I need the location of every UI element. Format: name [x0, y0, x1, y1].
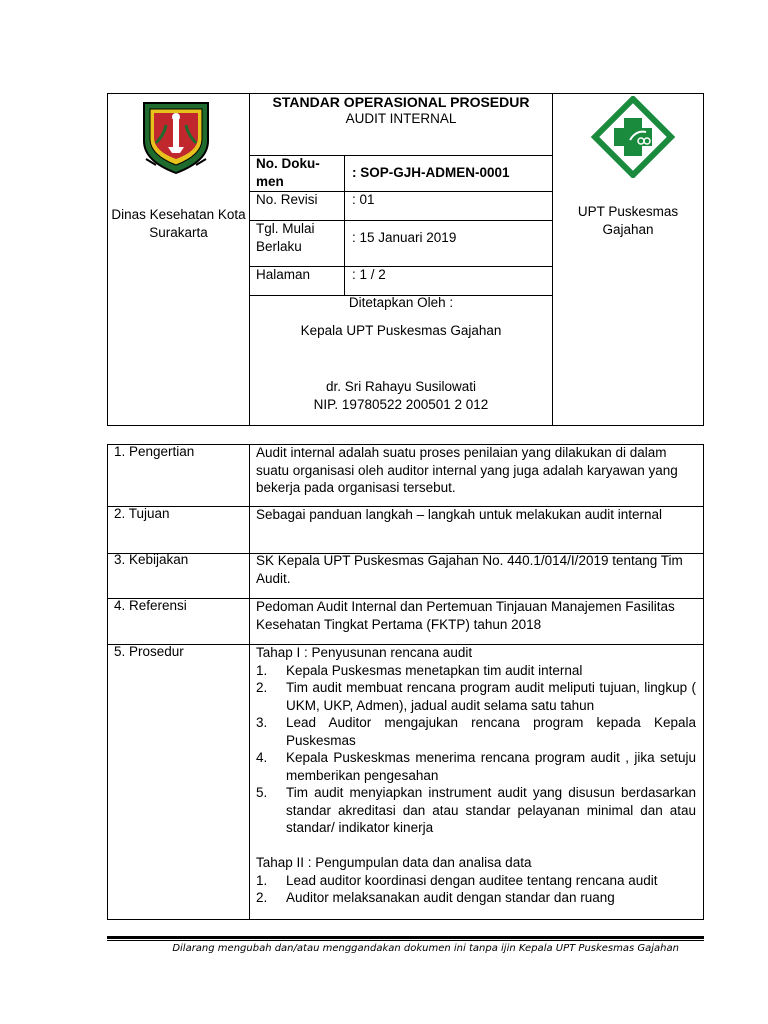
prosedur-block: [256, 644, 696, 907]
procedure-step: [256, 872, 696, 890]
page-label: Halaman: [256, 267, 311, 282]
header-table: [107, 93, 704, 426]
procedure-step-text: Kepala Puskeskmas menerima rencana program audit , jika setuju memberikan pengesahan: [286, 750, 696, 783]
section-label-tujuan: 2. Tujuan: [114, 506, 170, 521]
stage2-list: [256, 872, 696, 907]
revision-value: : 01: [352, 192, 375, 207]
section-text-tujuan: Sebagai panduan langkah – langkah untuk melakukan audit internal: [256, 507, 663, 522]
page-value: : 1 / 2: [352, 267, 386, 282]
surakarta-emblem-logo: [140, 99, 212, 178]
section-text-kebijakan: SK Kepala UPT Puskesmas Gajahan No. 440.1/014/I/2019 tentang Tim Audit.: [256, 553, 683, 586]
document-subtitle: AUDIT INTERNAL: [345, 111, 457, 126]
section-label-pengertian: 1. Pengertian: [114, 444, 195, 459]
left-org-name: Dinas Kesehatan Kota Surakarta: [111, 207, 246, 240]
approver-nip: NIP. 19780522 200501 2 012: [313, 397, 489, 412]
section-label-referensi: 4. Referensi: [114, 598, 187, 613]
section-label-kebijakan: 3. Kebijakan: [114, 552, 189, 567]
procedure-step-text: Kepala Puskesmas menetapkan tim audit internal: [286, 662, 583, 678]
procedure-step-number: 4.: [256, 750, 268, 765]
procedure-step-text: Lead auditor koordinasi dengan auditee tentang rencana audit: [286, 872, 658, 888]
procedure-step: [256, 714, 696, 749]
start-date-value: : 15 Januari 2019: [352, 230, 457, 245]
puskesmas-logo: [590, 96, 676, 181]
section-text-pengertian: Audit internal adalah suatu proses penilaian yang dilakukan di dalam suatu organisasi oleh auditor internal yang juga adalah karyawan yang bekerja pada organisasi tersebut.: [256, 445, 678, 495]
stage1-title: Tahap I : Penyusunan rencana audit: [256, 645, 473, 660]
approver-title: Kepala UPT Puskesmas Gajahan: [300, 323, 502, 338]
footer-rule-thin: [107, 940, 704, 941]
procedure-step-number: 1.: [256, 662, 268, 678]
stage1-list: [256, 662, 696, 837]
procedure-step: [256, 662, 696, 680]
document-title: STANDAR OPERASIONAL PROSEDUR: [272, 94, 530, 110]
section-label-prosedur: 5. Prosedur: [114, 644, 184, 659]
procedure-step: [256, 749, 696, 784]
right-org-name: UPT Puskesmas Gajahan: [577, 204, 679, 237]
procedure-step: [256, 889, 696, 907]
stage2-title: Tahap II : Pengumpulan data dan analisa data: [256, 855, 532, 870]
procedure-step-number: 2.: [256, 680, 268, 695]
procedure-step-text: Lead Auditor mengajukan rencana program kepada Kepala Puskesmas: [286, 715, 696, 748]
procedure-step: [256, 784, 696, 837]
approved-by-label: Ditetapkan Oleh :: [348, 295, 454, 310]
procedure-step: [256, 679, 696, 714]
doc-no-label: No. Doku- men: [256, 156, 320, 189]
content-table: [107, 444, 704, 920]
start-date-label: Tgl. Mulai Berlaku: [256, 221, 315, 254]
footer-rule-thick: [107, 936, 704, 939]
procedure-step-number: 1.: [256, 872, 268, 888]
footer-notice: Dilarang mengubah dan/atau menggandakan dokumen ini tanpa ijin Kepala UPT Puskesmas Gajahan: [172, 943, 679, 954]
procedure-step-text: Tim audit menyiapkan instrument audit yang disusun berdasarkan standar akreditasi dan atau standar pelayanan minimal dan atau standar/ indikator kinerja: [286, 785, 696, 835]
revision-label: No. Revisi: [256, 192, 318, 207]
section-text-referensi: Pedoman Audit Internal dan Pertemuan Tinjauan Manajemen Fasilitas Kesehatan Tingkat Pertama (FKTP) tahun 2018: [256, 599, 675, 632]
procedure-step-text: Auditor melaksanakan audit dengan standar dan ruang: [286, 890, 615, 905]
procedure-step-text: Tim audit membuat rencana program audit meliputi tujuan, lingkup ( UKM, UKP, Admen), jadual audit selama satu tahun: [286, 680, 696, 713]
procedure-step-number: 2.: [256, 890, 268, 905]
doc-no-value: : SOP-GJH-ADMEN-0001: [352, 165, 510, 180]
procedure-step-number: 5.: [256, 785, 268, 800]
approver-name: dr. Sri Rahayu Susilowati: [325, 379, 477, 394]
procedure-step-number: 3.: [256, 715, 268, 730]
